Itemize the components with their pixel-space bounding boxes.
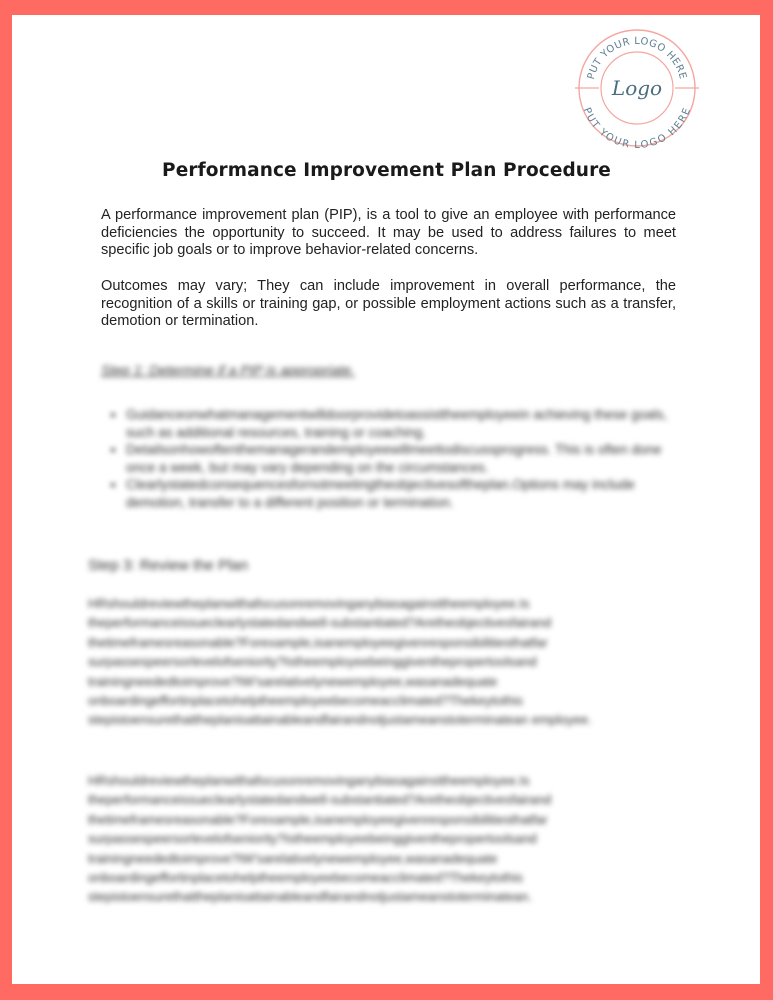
logo-top-text: PUT YOUR LOGO HERE (585, 35, 689, 81)
intro-paragraph-2: Outcomes may vary; They can include improvement in overall performance, the recognition of a skills or training gap, or possible employment actions such as a transfer, demotion or termination. (101, 278, 676, 330)
step1-bullet: • Detailsonhowoftenthemanagerandemployeewillmeettodiscussprogress. This is often done once a week, but may vary depending on the circumstances. (126, 441, 686, 476)
paragraph-line: HRshouldreviewtheplanwithafocusonremovinganybiasagainsttheemployee.Is (88, 773, 530, 788)
step1-bullet-list (110, 406, 686, 512)
logo-center-text: Logo (611, 76, 663, 100)
paragraph-line: stepistoensurethattheplanisattainableandfairandnotjustameanstoterminatean. (88, 889, 532, 905)
document-title: Performance Improvement Plan Procedure (162, 160, 611, 181)
paragraph-line: onboardingeffortinplacetohelptheemployeebecomeacclimated?Thekeytothis (88, 870, 523, 886)
paragraph-line: trainingneededtoimprove?IW'sarelativelynewemployee,wasanadequate (88, 673, 498, 689)
step1-bullet: • Guidanceonwhatmanagementwilldoorprovidetoassisttheemployeein achieving these goals, such as additional resources, training or coaching. (126, 406, 686, 441)
paragraph-line: surpassespeersorlevelofseniority?Istheemployeebeinggiventhepropertoolsand (88, 831, 537, 847)
paragraph-line: onboardingeffortinplacetohelptheemployeebecomeacclimated?Thekeytothis (88, 693, 523, 709)
step3-paragraph-2 (88, 771, 688, 907)
paragraph-line: HRshouldreviewtheplanwithafocusonremovinganybiasagainsttheemployee.Is (88, 596, 530, 611)
paragraph-line: thetimeframesreasonable?Forexample,isanemployeegivenresponsibilitiesthatfar (88, 811, 548, 827)
step3-heading: Step 3: Review the Plan (88, 557, 249, 574)
step3-paragraph-1 (88, 594, 688, 730)
intro-paragraph-1: A performance improvement plan (PIP), is a tool to give an employee with performance deficiencies the opportunity to succeed. It may be used to address failures to meet specific job goals or to improve behavior-related concerns. (101, 207, 676, 259)
paragraph-line: trainingneededtoimprove?IW'sarelativelynewemployee,wasanadequate (88, 850, 498, 866)
paragraph-line: stepistoensurethattheplanisattainableandfairandnotjustameanstoterminatean employee. (88, 712, 592, 728)
step1-heading: Step 1: Determine if a PIP is appropriate. (101, 362, 355, 378)
paragraph-line: thetimeframesreasonable?Forexample,isanemployeegivenresponsibilitiesthatfar (88, 634, 548, 650)
step1-bullet: • Clearlystatedconsequencesfornotmeetingtheobjectivesoftheplan.Options may include demotion, transfer to a different position or termination. (126, 476, 686, 511)
paragraph-line: surpassespeersorlevelofseniority?Istheemployeebeinggiventhepropertoolsand (88, 654, 537, 670)
svg-text:PUT YOUR LOGO HERE (581, 106, 693, 150)
logo-placeholder (575, 26, 699, 150)
paragraph-line: theperformanceissueclearlystatedandwell-substantiated?Aretheobjectivesfairand (88, 615, 552, 631)
logo-bottom-text: PUT YOUR LOGO HERE (580, 106, 694, 150)
paragraph-line: theperformanceissueclearlystatedandwell-substantiated?Aretheobjectivesfairand (88, 792, 552, 808)
